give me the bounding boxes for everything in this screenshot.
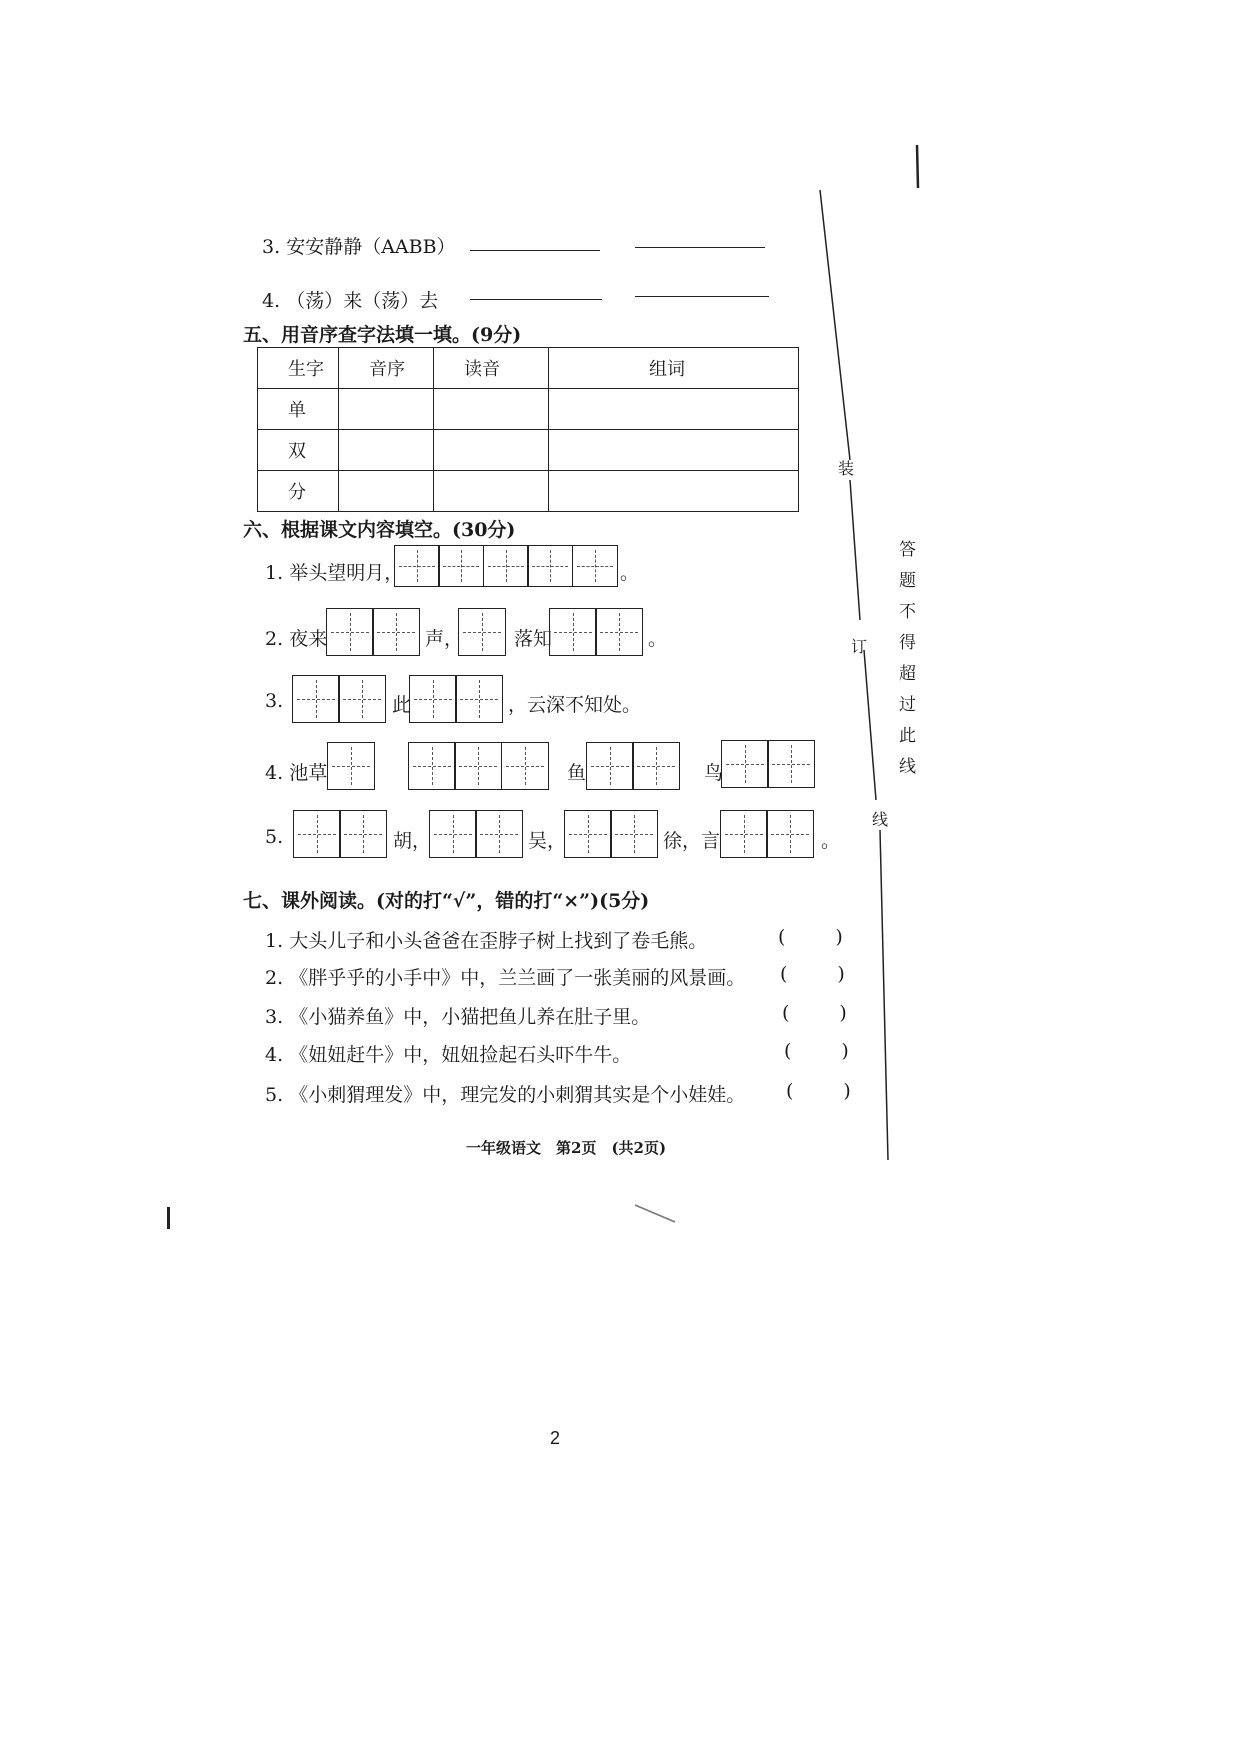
char-box[interactable] bbox=[720, 810, 768, 858]
punctuation: 。 bbox=[648, 628, 668, 650]
table-cell-input[interactable] bbox=[434, 471, 549, 512]
char-box[interactable] bbox=[327, 742, 375, 790]
char-box-group[interactable] bbox=[565, 810, 658, 858]
char-box[interactable] bbox=[527, 545, 573, 587]
binding-label-zhuang: 装 bbox=[838, 459, 855, 478]
question-number: 5. bbox=[265, 826, 284, 848]
char-box-group[interactable] bbox=[550, 608, 643, 656]
question-text: 吴， bbox=[528, 830, 567, 852]
item-4 bbox=[262, 286, 438, 313]
answer-blank[interactable] bbox=[635, 247, 765, 248]
table-cell-input[interactable] bbox=[434, 430, 549, 471]
list-item bbox=[265, 926, 707, 953]
char-box[interactable] bbox=[292, 675, 340, 723]
table-cell-input[interactable] bbox=[339, 389, 434, 430]
char-box[interactable] bbox=[429, 810, 477, 858]
paren-open: ( bbox=[782, 1002, 790, 1024]
char-box[interactable] bbox=[586, 742, 634, 790]
answer-blank[interactable] bbox=[470, 250, 600, 251]
paren-close: ) bbox=[841, 1040, 849, 1062]
paren-open: ( bbox=[784, 1040, 792, 1062]
item-number: 4. bbox=[262, 290, 281, 312]
item-3 bbox=[262, 232, 456, 259]
char-box[interactable] bbox=[458, 608, 506, 656]
section-title: 六、根据课文内容填空。(30分) bbox=[243, 519, 516, 541]
item-number: 5. bbox=[265, 1084, 284, 1106]
question-text: 夜来 bbox=[289, 628, 328, 650]
item-number: 3. bbox=[262, 236, 281, 258]
table-header: 生字 bbox=[258, 348, 339, 389]
table-cell-char: 单 bbox=[258, 389, 339, 430]
char-box-group[interactable] bbox=[409, 742, 549, 790]
table-cell-input[interactable] bbox=[434, 389, 549, 430]
item-number: 4. bbox=[265, 1044, 284, 1066]
question-text: 落知 bbox=[514, 628, 553, 650]
char-box-group[interactable] bbox=[459, 608, 506, 656]
item-number: 3. bbox=[265, 1006, 284, 1028]
table-cell-input[interactable] bbox=[549, 471, 799, 512]
char-box[interactable] bbox=[326, 608, 374, 656]
question-text: 胡， bbox=[393, 830, 432, 852]
char-box[interactable] bbox=[408, 742, 456, 790]
char-box[interactable] bbox=[595, 608, 643, 656]
char-box[interactable] bbox=[372, 608, 420, 656]
table-header-row bbox=[258, 348, 799, 389]
margin-notice: 答题不得超过此线 bbox=[895, 540, 915, 788]
table-cell-input[interactable] bbox=[549, 389, 799, 430]
char-box[interactable] bbox=[339, 810, 387, 858]
question-4 bbox=[265, 758, 327, 785]
table-cell-char: 分 bbox=[258, 471, 339, 512]
answer-blank[interactable] bbox=[635, 296, 769, 297]
char-box-group[interactable] bbox=[328, 742, 375, 790]
char-box-group[interactable] bbox=[587, 742, 680, 790]
table-row bbox=[258, 430, 799, 471]
item-number: 2. bbox=[265, 967, 284, 989]
char-box[interactable] bbox=[564, 810, 612, 858]
char-box[interactable] bbox=[549, 608, 597, 656]
scan-mark bbox=[630, 1200, 690, 1230]
table-cell-char: 双 bbox=[258, 430, 339, 471]
table-header: 组词 bbox=[549, 348, 799, 389]
paren-close: ) bbox=[839, 1002, 847, 1024]
table-header: 读音 bbox=[434, 348, 549, 389]
table-row bbox=[258, 389, 799, 430]
paren-close: ) bbox=[835, 926, 843, 948]
page-footer: 一年级语文 第2页 (共2页) bbox=[466, 1139, 667, 1157]
char-box[interactable] bbox=[293, 810, 341, 858]
item-text: （荡）来（荡）去 bbox=[286, 290, 439, 312]
item-text: 《小刺猬理发》中，理完发的小刺猬其实是个小娃娃。 bbox=[289, 1084, 746, 1106]
char-box[interactable] bbox=[721, 740, 769, 788]
question-1 bbox=[265, 558, 403, 585]
table-row bbox=[258, 471, 799, 512]
phonetic-table bbox=[257, 347, 799, 512]
item-text: 安安静静（AABB） bbox=[286, 236, 456, 258]
char-box-group[interactable] bbox=[395, 545, 618, 587]
char-box[interactable] bbox=[572, 545, 618, 587]
list-item bbox=[265, 1040, 631, 1067]
paren-open: ( bbox=[780, 963, 788, 985]
table-cell-input[interactable] bbox=[549, 430, 799, 471]
char-box[interactable] bbox=[438, 545, 484, 587]
char-box[interactable] bbox=[409, 675, 457, 723]
list-item bbox=[265, 1002, 650, 1029]
section-title: 七、课外阅读。(对的打“√”，错的打“×”)(5分) bbox=[243, 890, 650, 912]
paren-open: ( bbox=[786, 1080, 794, 1102]
list-item bbox=[265, 963, 745, 990]
question-number: 1. bbox=[265, 562, 284, 584]
char-box[interactable] bbox=[483, 545, 529, 587]
section-title: 五、用音序查字法填一填。(9分) bbox=[243, 324, 522, 346]
item-text: 大头儿子和小头爸爸在歪脖子树上找到了卷毛熊。 bbox=[289, 930, 708, 952]
char-box[interactable] bbox=[454, 742, 502, 790]
paren-close: ) bbox=[843, 1080, 851, 1102]
item-text: 《小猫养鱼》中，小猫把鱼儿养在肚子里。 bbox=[289, 1006, 651, 1028]
question-text: 池草 bbox=[289, 762, 328, 784]
question-text: 鸟 bbox=[704, 762, 724, 784]
question-text: ，云深不知处。 bbox=[508, 694, 642, 716]
char-box[interactable] bbox=[632, 742, 680, 790]
page-number: 2 bbox=[550, 1428, 561, 1448]
question-2 bbox=[265, 624, 327, 651]
punctuation: 。 bbox=[620, 562, 640, 584]
binding-label-xian: 线 bbox=[872, 810, 889, 829]
answer-blank[interactable] bbox=[470, 299, 602, 300]
char-box-group[interactable] bbox=[327, 608, 420, 656]
question-text: 鱼 bbox=[567, 762, 587, 784]
question-number: 4. bbox=[265, 762, 284, 784]
question-text: 此 bbox=[392, 694, 412, 716]
char-box-group[interactable] bbox=[294, 810, 387, 858]
char-box[interactable] bbox=[455, 675, 503, 723]
char-box[interactable] bbox=[610, 810, 658, 858]
table-header: 音序 bbox=[339, 348, 434, 389]
question-text: 声， bbox=[425, 628, 464, 650]
char-box[interactable] bbox=[475, 810, 523, 858]
char-box-group[interactable] bbox=[293, 675, 386, 723]
char-box[interactable] bbox=[501, 742, 549, 790]
scan-mark bbox=[167, 1207, 170, 1229]
question-number: 2. bbox=[265, 628, 284, 650]
item-text: 《胖乎乎的小手中》中，兰兰画了一张美丽的风景画。 bbox=[289, 967, 746, 989]
char-box-group[interactable] bbox=[410, 675, 503, 723]
question-number: 3. bbox=[265, 690, 284, 712]
char-box[interactable] bbox=[394, 545, 440, 587]
question-text: 徐，言 bbox=[663, 830, 721, 852]
paren-close: ) bbox=[837, 963, 845, 985]
binding-label-ding: 订 bbox=[851, 637, 868, 656]
paren-open: ( bbox=[778, 926, 786, 948]
table-cell-input[interactable] bbox=[339, 471, 434, 512]
question-text: 举头望明月， bbox=[289, 562, 404, 584]
char-box[interactable] bbox=[338, 675, 386, 723]
char-box-group[interactable] bbox=[430, 810, 523, 858]
punctuation: 。 bbox=[821, 830, 841, 852]
table-cell-input[interactable] bbox=[339, 430, 434, 471]
binding-line bbox=[800, 140, 940, 1180]
list-item bbox=[265, 1080, 745, 1107]
item-text: 《妞妞赶牛》中，妞妞捡起石头吓牛牛。 bbox=[289, 1044, 632, 1066]
item-number: 1. bbox=[265, 930, 284, 952]
